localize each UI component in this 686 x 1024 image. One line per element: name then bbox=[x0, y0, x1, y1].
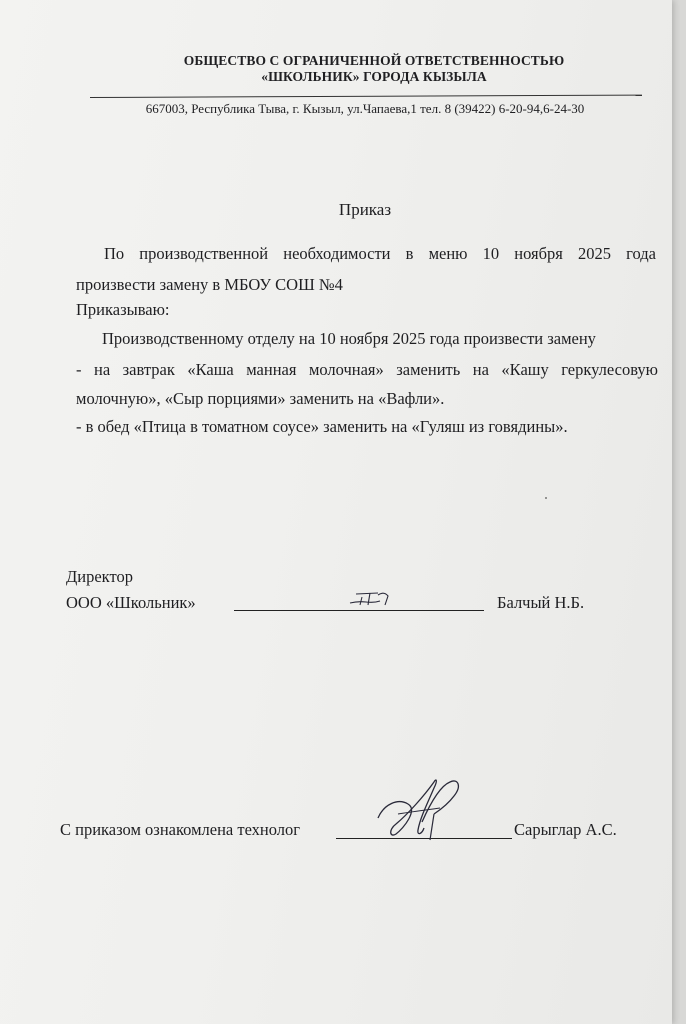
director-title: Директор bbox=[66, 567, 133, 586]
acknowledgment-text: С приказом ознакомлена технолог bbox=[60, 820, 301, 839]
technologist-signature bbox=[374, 774, 470, 846]
order-keyword: Приказываю: bbox=[76, 300, 170, 319]
paragraph-3: Производственному отделу на 10 ноября 2025 года произвести замену bbox=[102, 329, 596, 348]
lunch-item: - в обед «Птица в томатном соусе» заменить на «Гуляш из говядины». bbox=[76, 417, 568, 436]
director-organization: ООО «Школьник» bbox=[66, 593, 196, 612]
breakfast-item-line-1: - на завтрак «Каша манная молочная» заменить на «Кашу геркулесовую bbox=[76, 360, 658, 379]
header-divider bbox=[90, 95, 642, 98]
breakfast-item-line-2: молочную», «Сыр порциями» заменить на «Вафли». bbox=[76, 389, 445, 408]
paper-speck bbox=[545, 497, 547, 499]
organization-name-line-2: «ШКОЛЬНИК» ГОРОДА КЫЗЫЛА bbox=[261, 69, 487, 84]
technologist-name: Сарыглар А.С. bbox=[514, 820, 617, 839]
organization-name-line-1: ОБЩЕСТВО С ОГРАНИЧЕННОЙ ОТВЕТСТВЕННОСТЬЮ bbox=[183, 53, 565, 68]
document-title: Приказ bbox=[338, 200, 392, 219]
organization-address: 667003, Республика Тыва, г. Кызыл, ул.Чапаева,1 тел. 8 (39422) 6-20-94,6-24-30 bbox=[145, 101, 585, 116]
director-signature-line bbox=[234, 610, 484, 611]
director-signature bbox=[348, 588, 396, 610]
paragraph-1-line-2: произвести замену в МБОУ СОШ №4 bbox=[76, 275, 343, 294]
director-name: Балчый Н.Б. bbox=[497, 593, 585, 612]
paragraph-1-line-1: По производственной необходимости в меню 10 ноября 2025 года bbox=[104, 244, 656, 263]
